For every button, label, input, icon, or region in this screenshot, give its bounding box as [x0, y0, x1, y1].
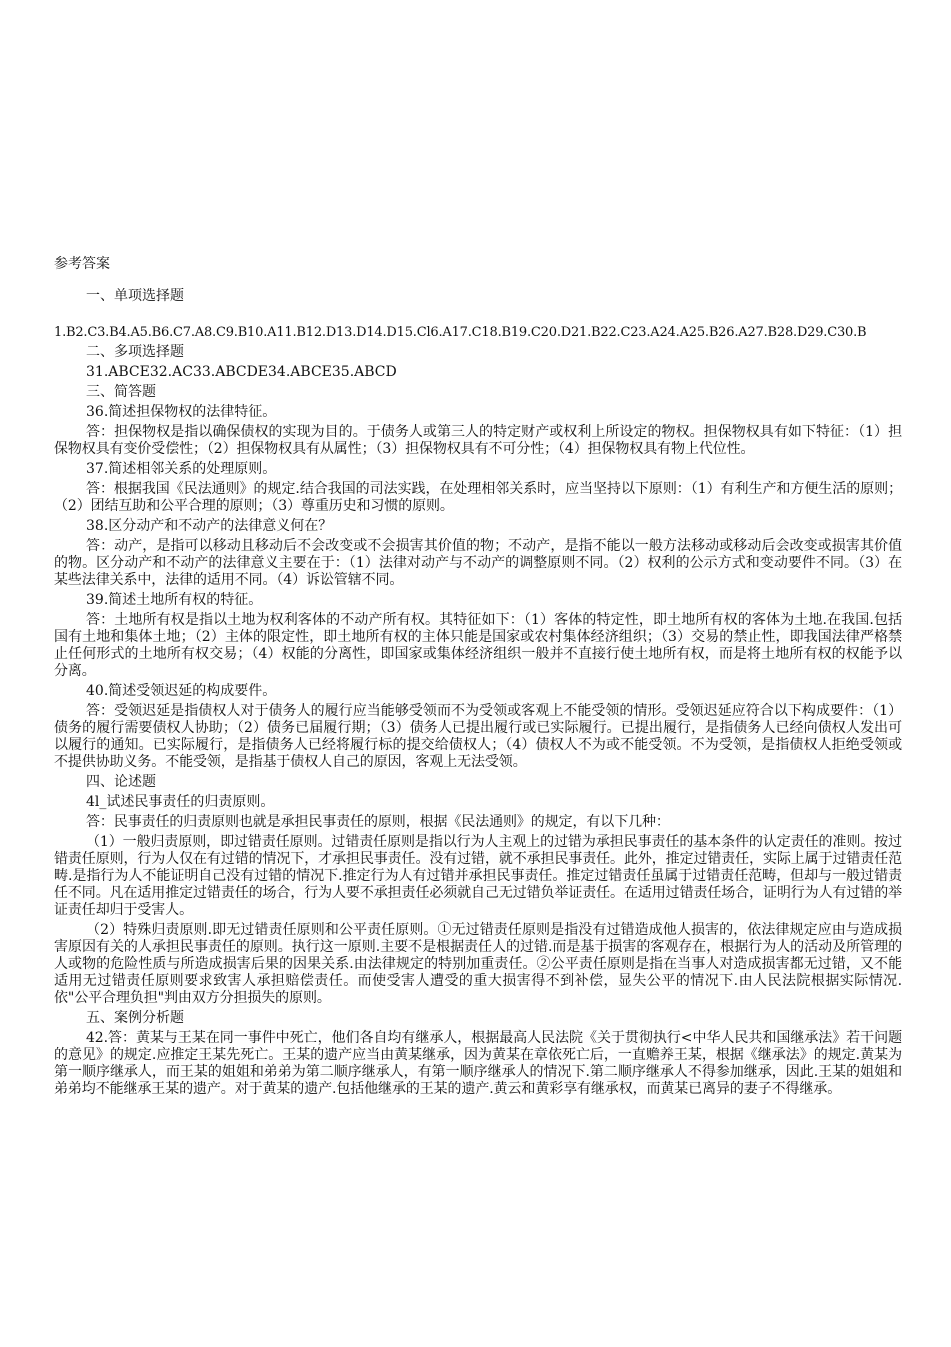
answer-40: 答：受领迟延是指债权人对于债务人的履行应当能够受领而不为受领或客观上不能受领的情形。受领迟延应符合以下构成要件：（1）债务的履行需要债权人协助；（2）债务已届履行期；（3）债务人已提出履行或已实际履行。已提出履行，是指债务人已经向债权人发出可以履行的通知。已实际履行，是指债务人已经将履行标的提交给债权人；（4）债权人不为或不能受领。不为受领，是指债权人拒绝受领或不提供协助义务。不能受领，是指基于债权人自己的原因，客观上无法受领。	[54, 703, 902, 770]
section-heading-essay: 四、论述题	[86, 774, 156, 790]
answer-38: 答：动产，是指可以移动且移动后不会改变或不会损害其价值的物；不动产，是指不能以一般方法移动或移动后会改变或损害其价值的物。区分动产和不动产的法律意义主要在于：（1）法律对动产与不动产的调整原则不同。（2）权利的公示方式和变动要件不同。（3）在某些法律关系中，法律的适用不同。（4）诉讼管辖不同。	[54, 538, 902, 588]
answer-42: 42.答：黄某与王某在同一事件中死亡，他们各自均有继承人，根据最高人民法院《关于贯彻执行<中华人民共和国继承法》若干问题的意见》的规定.应推定王某先死亡。王某的遗产应当由黄某继承，因为黄某在章依死亡后，一直赡养王某，根据《继承法》的规定.黄某为第一顺序继承人，而王某的姐姐和弟弟为第二顺序继承人，有第一顺序继承人的情况下.第二顺序继承人不得参加继承，因此.王某的姐姐和弟弟均不能继承王某的遗产。对于黄某的遗产.包括他继承的王某的遗产.黄云和黄彩享有继承权，而黄某已离异的妻子不得继承。	[54, 1030, 902, 1097]
answer-41-paragraph-1: （1）一般归责原则，即过错责任原则。过错责任原则是指以行为人主观上的过错为承担民事责任的基本条件的认定责任的准则。按过错责任原则，行为人仅在有过错的情况下，才承担民事责任。没有过错，就不承担民事责任。此外，推定过错责任，实际上属于过错责任范畴.是指行为人不能证明自己没有过错的情况下.推定行为人有过错并承担民事责任。推定过错责任虽属于过错责任范畴，但却与一般过错责任不同。凡在适用推定过错责任的场合，行为人要不承担责任必须就自己无过错负举证责任。在适用过错责任场合，证明行为人有过错的举证责任却归于受害人。	[54, 834, 902, 918]
section-heading-short-answer: 三、简答题	[86, 384, 156, 400]
answer-39: 答：土地所有权是指以土地为权利客体的不动产所有权。其特征如下：（1）客体的特定性，即土地所有权的客体为土地.在我国.包括国有土地和集体土地；（2）主体的限定性，即土地所有权的主体只能是国家或农村集体经济组织；（3）交易的禁止性，即我国法律严格禁止任何形式的土地所有权交易；（4）权能的分离性，即国家或集体经济组织一般并不直接行使土地所有权，而是将土地所有权的权能予以分离。	[54, 612, 902, 679]
answer-37: 答：根据我国《民法通则》的规定.结合我国的司法实践，在处理相邻关系时，应当坚持以下原则：（1）有利生产和方便生活的原则；（2）团结互助和公平合理的原则；（3）尊重历史和习惯的原则。	[54, 481, 902, 514]
answer-41-paragraph-2: （2）特殊归责原则.即无过错责任原则和公平责任原则。①无过错责任原则是指没有过错造成他人损害的，依法律规定应由与造成损害原因有关的人承担民事责任的原则。执行这一原则.主要不是根据责任人的过错.而是基于损害的客观存在，根据行为人的活动及所管理的人或物的危险性质与所造成损害后果的因果关系.由法律规定的特别加重责任。②公平责任原则是指在当事人对造成损害都无过错，又不能适用无过错责任原则要求致害人承担赔偿责任。而使受害人遭受的重大损害得不到补偿，显失公平的情况下.由人民法院根据实际情况.依"公平合理负担"判由双方分担损失的原则。	[54, 922, 902, 1006]
document-title: 参考答案	[54, 256, 110, 272]
question-36: 36.简述担保物权的法律特征。	[86, 404, 277, 420]
question-37: 37.简述相邻关系的处理原则。	[86, 461, 277, 477]
answer-36: 答：担保物权是指以确保债权的实现为目的。于债务人或第三人的特定财产或权利上所设定的物权。担保物权具有如下特征：（1）担保物权具有变价受偿性；（2）担保物权具有从属性；（3）担保物权具有不可分性；（4）担保物权具有物上代位性。	[54, 424, 902, 457]
question-41: 4l_试述民事责任的归责原则。	[86, 794, 275, 810]
question-40: 40.简述受领迟延的构成要件。	[86, 683, 277, 699]
multiple-choice-answers: 31.ABCE32.AC33.ABCDE34.ABCE35.ABCD	[86, 364, 397, 380]
single-choice-answers: 1.B2.C3.B4.A5.B6.C7.A8.C9.B10.A11.B12.D13.D14.D15.Cl6.A17.C18.B19.C20.D21.B22.C23.A24.A25.B26.A27.B28.D29.C30.B	[54, 325, 867, 340]
section-heading-single-choice: 一、单项选择题	[86, 288, 184, 304]
section-heading-case-analysis: 五、案例分析题	[86, 1010, 184, 1026]
answer-41-intro: 答：民事责任的归责原则也就是承担民事责任的原则，根据《民法通则》的规定，有以下几种：	[86, 814, 670, 830]
question-38: 38.区分动产和不动产的法律意义何在？	[86, 518, 333, 534]
document-body	[54, 288, 902, 1101]
section-heading-multiple-choice: 二、多项选择题	[86, 344, 184, 360]
question-39: 39.简述土地所有权的特征。	[86, 592, 263, 608]
